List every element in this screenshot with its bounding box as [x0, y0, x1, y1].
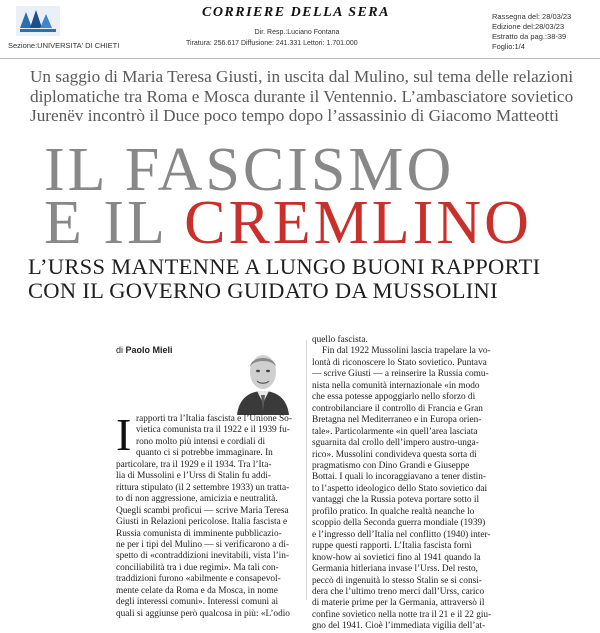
author-portrait: [233, 345, 293, 415]
body-line: di materie prime per la Germania, attraversò il: [312, 598, 485, 609]
body-line: sguarnita dal crollo dell’impero austro-unga-: [312, 438, 479, 449]
page-header: [0, 0, 600, 66]
body-line: e l’ingresso dell’Italia nel conflitto (1940) inter-: [312, 529, 491, 540]
body-line: che essa potesse appoggiarlo nello sforzo di: [312, 392, 476, 403]
body-line: rono molto più intensi e cordiali di: [136, 436, 266, 447]
circulation-line: Tiratura: 256.617 Diffusione: 241.331 Lettori: 1.701.000: [186, 40, 358, 47]
body-line: profilo pratico. In qualche realtà neanche lo: [312, 506, 475, 517]
subtitle-line: CON IL GOVERNO GUIDATO DA MUSSOLINI: [28, 278, 498, 303]
body-line: conciliabilità tra i due regimi». Ma tali con-: [116, 562, 279, 573]
subtitle-line: L’URSS MANTENNE A LUNGO BUONI RAPPORTI: [28, 254, 541, 279]
body-line: know-how ai sovietici fino al 1941 quando la: [312, 552, 481, 563]
byline: [116, 345, 173, 355]
body-line: rico». Mussolini condivideva questa sorta di: [312, 449, 477, 460]
article-column-left: [116, 409, 306, 620]
body-line: particolare, tra il 1929 e il 1934. Tra l’Ita-: [116, 459, 272, 470]
body-line: vantaggi che la Russia poteva portare sotto il: [312, 495, 480, 506]
body-line: Bottai. I quali lo incoraggiavano a tener distin-: [312, 472, 487, 483]
body-line: mente celate da Roma e da Mosca, in nome: [116, 585, 278, 596]
body-line: confine sovietico nella notte tra il 21 e il 22 giu-: [312, 609, 492, 620]
body-line: quali si aggiunse però qualcosa in più: «L’odio: [116, 608, 290, 619]
body-line: dera che l’ultimo treno merci dall’Urss, carico: [312, 586, 485, 597]
meta-line: Foglio:1/4: [492, 42, 525, 51]
body-line: Quegli scambi proficui — scrive Maria Teresa: [116, 505, 289, 516]
body-line: lontà di riconoscere lo Stato sovietico. Puntava: [312, 357, 487, 368]
director-line: Dir. Resp.:Luciano Fontana: [254, 29, 340, 36]
body-line: tale». Particolarmente «in quell’area lasciata: [312, 426, 478, 437]
body-line: nista nella comunità internazionale «in modo: [312, 380, 480, 391]
column-divider: [306, 340, 307, 600]
body-line: peccò di ingenuità lo stesso Stalin se si consi-: [312, 575, 482, 586]
body-line: traddizioni furono «abilmente e consapevol-: [116, 574, 281, 585]
body-line: controbilanciare il controllo di Francia e Gran: [312, 403, 483, 414]
article-column-right: [312, 335, 594, 633]
byline-prefix: di: [116, 345, 124, 355]
meta-line: Estratto da pag.:38-39: [492, 32, 567, 41]
headline-line-2-prefix: E IL: [44, 189, 185, 257]
body-line: scoppio della Seconda guerra mondiale (1939): [312, 518, 486, 529]
body-line: Germania hitleriana invase l’Urss. Del resto,: [312, 564, 478, 575]
author-name: Paolo Mieli: [125, 345, 173, 355]
body-line: Bretagna nel Mediterraneo e in Europa orien-: [312, 415, 482, 426]
body-line: quanto ci si potrebbe immaginare. In: [136, 448, 273, 459]
body-line: gno del 1941. Cioè l’immediata vigilia dell’at-: [312, 621, 486, 632]
press-review-meta: [492, 12, 592, 52]
body-line: Giusti in Relazioni pericolose. Italia fascista e: [116, 517, 288, 528]
body-line: vietica comunista tra il 1922 e il 1939 fu-: [136, 425, 290, 436]
body-line: degli interessi comuni». Interessi comuni ai: [116, 597, 279, 608]
body-line: — scrive Giusti — a reinserire la Russia comu-: [312, 369, 489, 380]
meta-line: Edizione del:28/03/23: [492, 22, 565, 31]
body-line: lia di Mussolini e l’Urss di Stalin fu addi-: [116, 471, 271, 482]
newspaper-masthead: CORRIERE DELLA SERA: [201, 5, 390, 20]
article-subtitle: [28, 255, 588, 303]
body-line: to di non aggressione, amicizia e neutralità.: [116, 494, 278, 505]
university-logo: [16, 6, 60, 36]
body-line: pragmatismo con Dino Grandi e Giuseppe: [312, 460, 470, 471]
body-line: quello fascista.: [312, 335, 368, 345]
body-line: Russia comunista di imminente pubblicazio-: [116, 528, 282, 539]
body-line: ruppe questi rapporti. L’Italia fascista fornì: [312, 541, 472, 552]
headline-line-1: IL FASCISMO: [44, 136, 455, 204]
body-line: Fin dal 1922 Mussolini lascia trapelare la vo-: [322, 346, 491, 357]
body-line: to l’aspetto ideologico dello Stato sovietico dai: [312, 483, 488, 494]
headline-accent: CREMLINO: [184, 189, 532, 257]
article-deck: Un saggio di Maria Teresa Giusti, in uscita dal Mulino, sul tema delle relazioni diplomatiche tra Roma e Mosca durante il Ventennio. L’ambasciatore sovietico Jurenëv incontrò il Duce poco tempo dopo l’assassinio di Giacomo Matteotti: [30, 67, 574, 125]
body-line: rittura stipulato (il 2 settembre 1933) un tratta-: [116, 482, 290, 493]
body-line: rapporti tra l’Italia fascista e l’Unione So-: [136, 414, 292, 424]
drop-cap: I: [116, 409, 132, 460]
meta-line: Rassegna del: 28/03/23: [492, 12, 572, 21]
section-label: Sezione:UNIVERSITA' DI CHIETI: [8, 41, 120, 50]
headline-line-2: [44, 189, 532, 257]
header-divider: [0, 58, 600, 59]
body-line: spetto di «contraddizioni inevitabili, vista l’in-: [116, 551, 289, 562]
body-line: ne per i tipi del Mulino — si verificarono a di-: [116, 539, 289, 550]
